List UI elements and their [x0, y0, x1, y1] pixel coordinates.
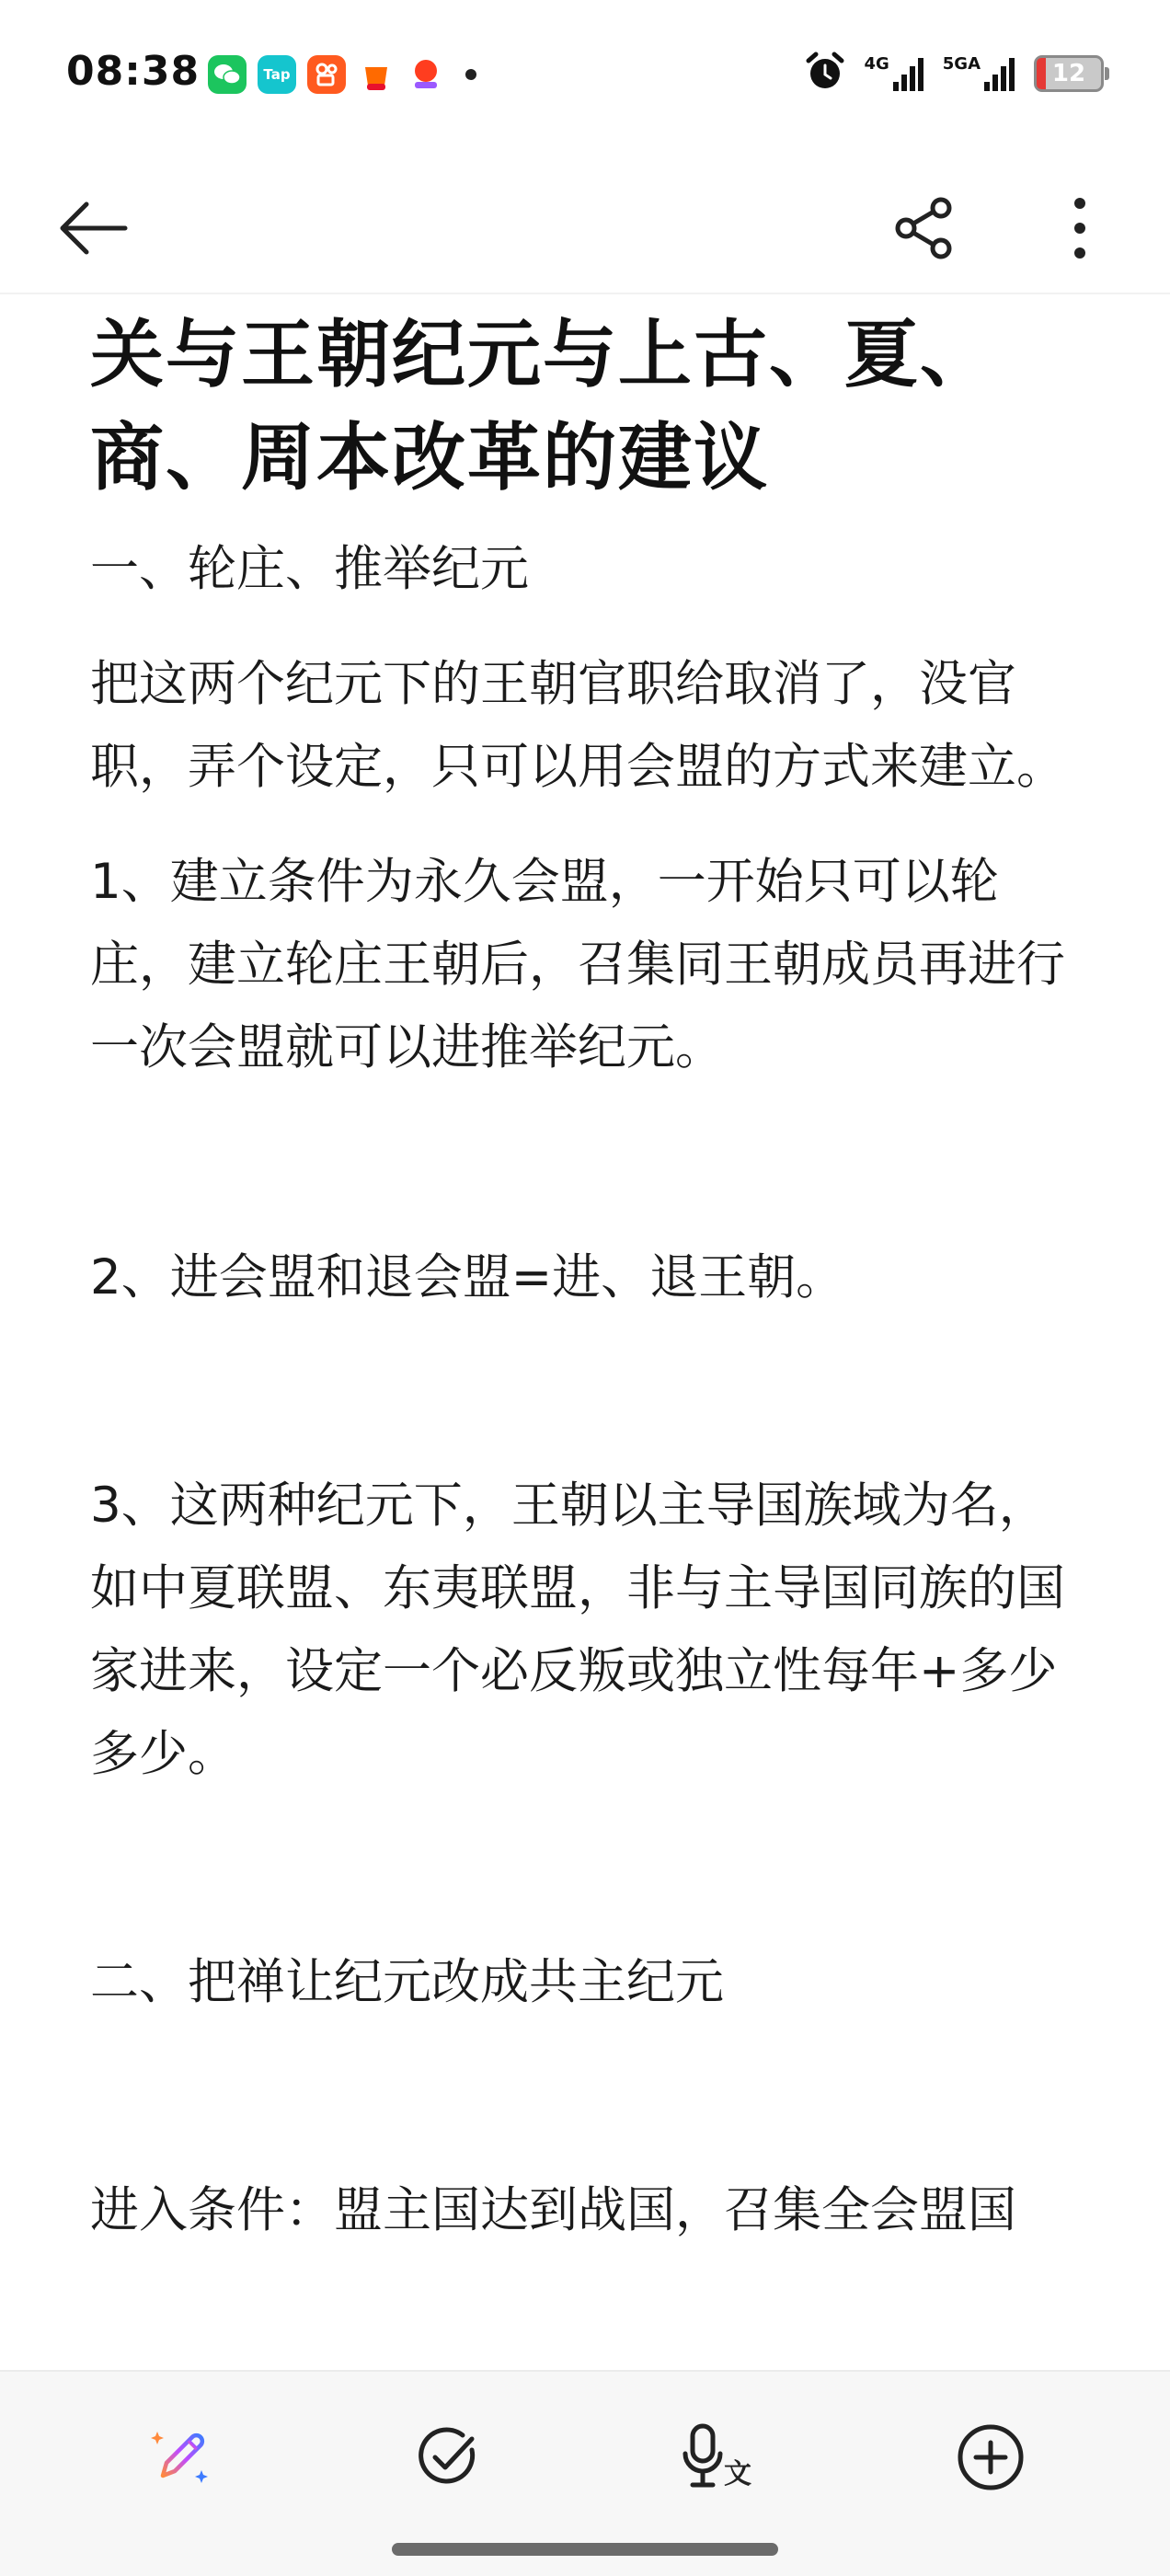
- note-paragraph[interactable]: 1、建立条件为永久会盟，一开始只可以轮庄，建立轮庄王朝后，召集同王朝成员再进行一次会盟就可以进推举纪元。: [90, 854, 1065, 1075]
- wechat-icon: [208, 55, 247, 94]
- status-right: [803, 50, 1104, 98]
- note-content[interactable]: [90, 304, 1084, 2252]
- kuaishou-icon: [307, 55, 346, 94]
- red-app-icon: [407, 55, 445, 94]
- taptap-icon: Tap: [258, 55, 296, 94]
- note-paragraph[interactable]: 3、这两种纪元下，王朝以主导国族域为名，如中夏联盟、东夷联盟，非与主导国同族的国家进来，设定一个必反叛或独立性每年+多少多少。: [90, 1478, 1065, 1782]
- ai-pen-icon: [146, 2422, 216, 2496]
- share-button[interactable]: [878, 184, 970, 276]
- signal-4g-icon: [864, 54, 925, 93]
- section-heading[interactable]: 一、轮庄、推举纪元: [90, 541, 529, 597]
- battery-level: 12: [1051, 60, 1086, 87]
- gift-icon: [357, 55, 396, 94]
- status-time: 08:38: [66, 48, 201, 95]
- note-title[interactable]: 关与王朝纪元与上古、夏、商、周本改革的建议: [90, 312, 995, 500]
- status-app-icons: [208, 55, 476, 94]
- back-button[interactable]: [46, 184, 138, 276]
- checklist-button[interactable]: [397, 2409, 499, 2510]
- note-paragraph[interactable]: 把这两个纪元下的王朝官职给取消了，没官职，弄个设定，只可以用会盟的方式来建立。: [90, 656, 1065, 795]
- status-bar: [0, 0, 1170, 147]
- note-paragraph[interactable]: 进入条件：盟主国达到战国，召集全会盟国: [90, 2182, 1016, 2238]
- add-circle-icon: [956, 2422, 1026, 2496]
- arrow-left-icon: [55, 199, 129, 261]
- share-icon: [891, 195, 958, 265]
- note-paragraph[interactable]: 2、进会盟和退会盟=进、退王朝。: [90, 1249, 845, 1305]
- check-circle-icon: [415, 2424, 481, 2494]
- home-indicator[interactable]: [392, 2543, 778, 2556]
- voice-to-text-icon: [680, 2422, 757, 2496]
- more-vertical-icon: [1071, 196, 1089, 264]
- alarm-icon: [803, 50, 847, 98]
- voice-to-text-button[interactable]: [668, 2409, 769, 2510]
- bottom-action-bar: [0, 2370, 1170, 2576]
- ai-write-button[interactable]: [131, 2409, 232, 2510]
- more-notifications-dot: [465, 69, 476, 80]
- note-toolbar: [0, 156, 1170, 294]
- more-options-button[interactable]: [1034, 184, 1126, 276]
- signal-4g-label: 4G: [864, 54, 889, 74]
- section-heading[interactable]: 二、把禅让纪元改成共主纪元: [90, 1954, 724, 2010]
- svg-text:文: 文: [724, 2458, 751, 2490]
- signal-5ga-icon: [943, 54, 1017, 93]
- signal-5ga-label: 5GA: [942, 54, 981, 74]
- battery-indicator: [1034, 55, 1104, 92]
- add-button[interactable]: [940, 2409, 1041, 2510]
